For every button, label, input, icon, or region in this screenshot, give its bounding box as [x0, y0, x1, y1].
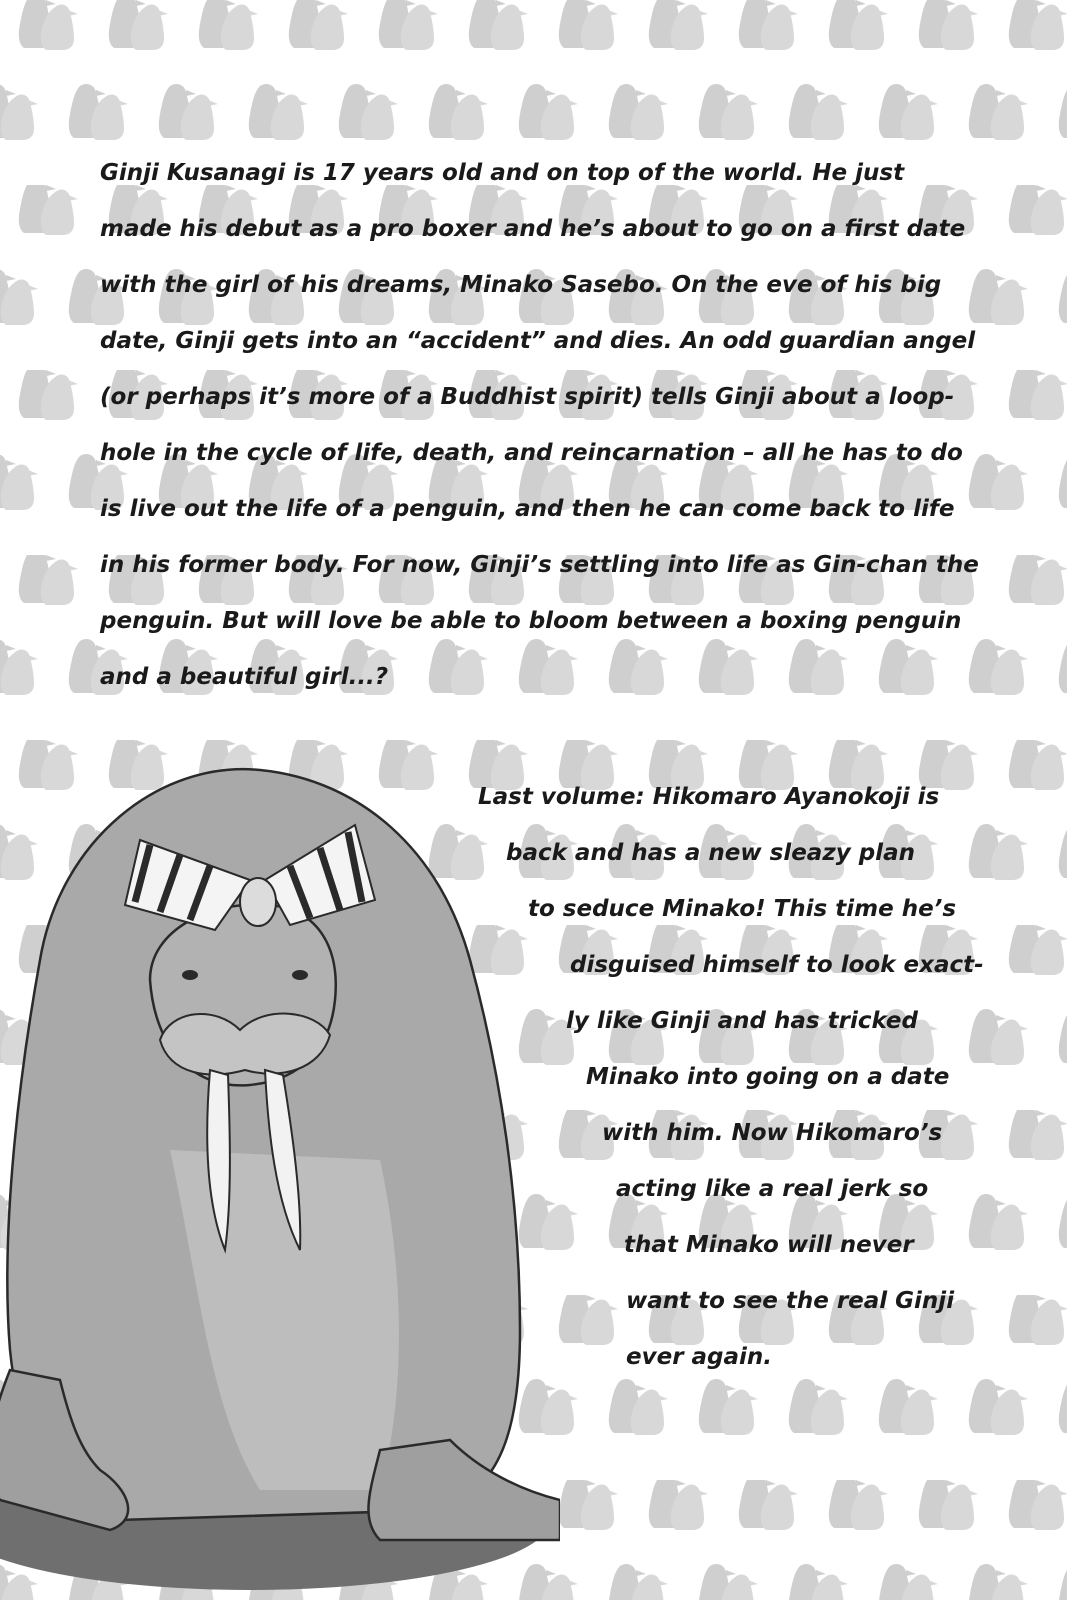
- synopsis-line: with the girl of his dreams, Minako Sasebo. On the eve of his big: [100, 272, 942, 298]
- synopsis-line: date, Ginji gets into an “accident” and dies. An odd guardian angel: [100, 328, 976, 354]
- recap-line: that Minako will never: [624, 1232, 914, 1258]
- synopsis-line: is live out the life of a penguin, and then he can come back to life: [100, 496, 955, 522]
- walrus-right-eye: [292, 970, 308, 980]
- recap-line: disguised himself to look exact-: [570, 952, 984, 978]
- walrus-illustration: [0, 730, 560, 1600]
- synopsis-line: (or perhaps it’s more of a Buddhist spirit) tells Ginji about a loop-: [100, 384, 955, 410]
- walrus-left-eye: [182, 970, 198, 980]
- recap-line: with him. Now Hikomaro’s: [602, 1120, 943, 1146]
- walrus-right-flipper: [368, 1440, 560, 1540]
- recap-line: ly like Ginji and has tricked: [566, 1008, 918, 1034]
- recap-line: want to see the real Ginji: [626, 1288, 955, 1314]
- recap-line: ever again.: [626, 1344, 773, 1370]
- synopsis-line: in his former body. For now, Ginji’s settling into life as Gin-chan the: [100, 552, 979, 578]
- recap-line: Last volume: Hikomaro Ayanokoji is: [478, 784, 940, 810]
- recap-line: back and has a new sleazy plan: [506, 840, 915, 866]
- synopsis-line: Ginji Kusanagi is 17 years old and on top of the world. He just: [100, 160, 905, 186]
- synopsis-line: and a beautiful girl...?: [100, 664, 389, 690]
- synopsis-line: hole in the cycle of life, death, and reincarnation – all he has to do: [100, 440, 963, 466]
- recap-line: acting like a real jerk so: [616, 1176, 929, 1202]
- recap-line: to seduce Minako! This time he’s: [528, 896, 957, 922]
- recap-line: Minako into going on a date: [586, 1064, 950, 1090]
- synopsis-line: penguin. But will love be able to bloom between a boxing penguin: [100, 608, 962, 634]
- synopsis-line: made his debut as a pro boxer and he’s about to go on a first date: [100, 216, 966, 242]
